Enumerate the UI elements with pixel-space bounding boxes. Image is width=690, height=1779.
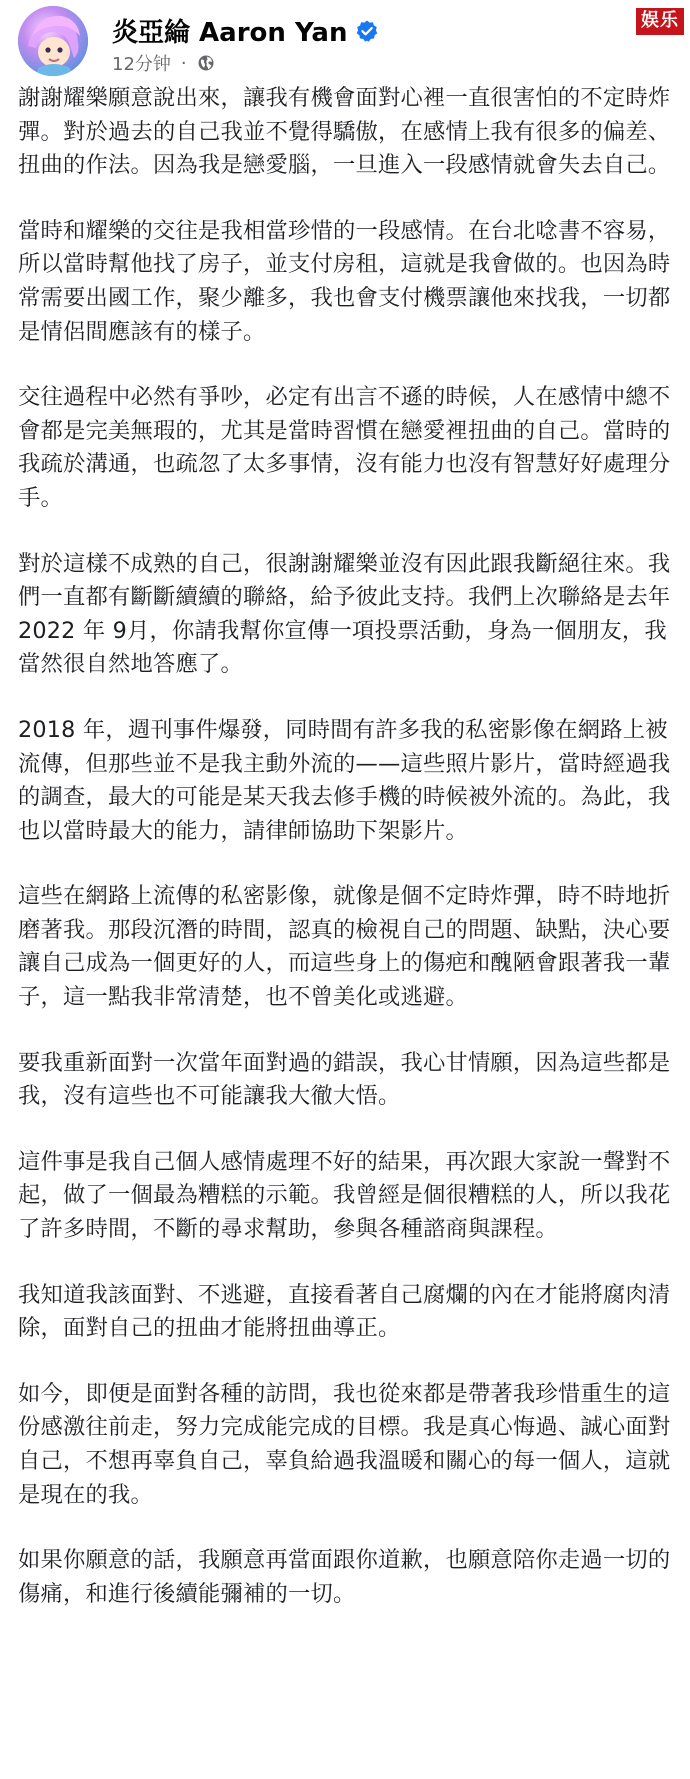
post-paragraph-2: 當時和耀樂的交往是我相當珍惜的一段感情。在台北唸書不容易，所以當時幫他找了房子，並支付房租，這就是我會做的。也因為時常需要出國工作，聚少離多，我也會支付機票讓他來找我，一切都是情侶間應該有的樣子。	[18, 217, 671, 345]
post-header	[18, 6, 672, 80]
post-meta	[112, 50, 215, 76]
post-paragraph-4: 對於這樣不成熟的自己，很謝謝耀樂並沒有因此跟我斷絕往來。我們一直都有斷斷續續的聯絡，給予彼此支持。我們上次聯絡是去年 2022 年 9月，你請我幫你宣傳一項投票活動，身為一個朋友，我當然很自然地答應了。	[18, 550, 671, 678]
post-timestamp[interactable]: 12分钟	[112, 54, 171, 75]
globe-icon[interactable]	[197, 54, 215, 72]
avatar[interactable]	[18, 6, 88, 76]
site-watermark: 娱乐	[636, 8, 684, 35]
author-name-text: 炎亞綸 Aaron Yan	[112, 18, 348, 48]
verified-badge-icon	[355, 19, 379, 43]
post-paragraph-1: 謝謝耀樂願意說出來，讓我有機會面對心裡一直很害怕的不定時炸彈。對於過去的自己我並不覺得驕傲，在感情上我有很多的偏差、扭曲的作法。因為我是戀愛腦，一旦進入一段感情就會失去自己。	[18, 85, 671, 179]
meta-separator: ·	[180, 52, 187, 74]
post-paragraph-8: 這件事是我自己個人感情處理不好的結果，再次跟大家說一聲對不起，做了一個最為糟糕的示範。我曾經是個很糟糕的人，所以我花了許多時間，不斷的尋求幫助，參與各種諮商與課程。	[18, 1148, 671, 1243]
avatar-illustration-icon	[18, 6, 88, 76]
author-name[interactable]	[112, 12, 379, 49]
post-paragraph-6: 這些在網路上流傳的私密影像，就像是個不定時炸彈，時不時地折磨著我。那段沉潛的時間，認真的檢視自己的問題、缺點，決心要讓自己成為一個更好的人，而這些身上的傷疤和醜陋會跟著我一輩子，這一點我非常清楚，也不曾美化或逃避。	[18, 883, 671, 1011]
post-paragraph-10: 如今，即便是面對各種的訪問，我也從來都是帶著我珍惜重生的這份感激往前走，努力完成能完成的目標。我是真心悔過、誠心面對自己，不想再辜負自己，辜負給過我溫暖和關心的每一個人，這就是現在的我。	[18, 1380, 671, 1508]
post-body	[18, 82, 674, 1611]
post-paragraph-11: 如果你願意的話，我願意再當面跟你道歉，也願意陪你走過一切的傷痛，和進行後續能彌補的一切。	[18, 1547, 671, 1607]
post-paragraph-5: 2018 年，週刊事件爆發，同時間有許多我的私密影像在網路上被流傳，但那些並不是我主動外流的——這些照片影片，當時經過我的調查，最大的可能是某天我去修手機的時候被外流的。為此，我也以當時最大的能力，請律師協助下架影片。	[18, 716, 671, 844]
post-paragraph-9: 我知道我該面對、不逃避，直接看著自己腐爛的內在才能將腐肉清除，面對自己的扭曲才能將扭曲導正。	[18, 1281, 671, 1342]
post-paragraph-7: 要我重新面對一次當年面對過的錯誤，我心甘情願，因為這些都是我，沒有這些也不可能讓我大徹大悟。	[18, 1049, 671, 1110]
post-paragraph-3: 交往過程中必然有爭吵，必定有出言不遜的時候，人在感情中總不會都是完美無瑕的，尤其是當時習慣在戀愛裡扭曲的自己。當時的我疏於溝通，也疏忽了太多事情，沒有能力也沒有智慧好好處理分手。	[18, 384, 671, 511]
